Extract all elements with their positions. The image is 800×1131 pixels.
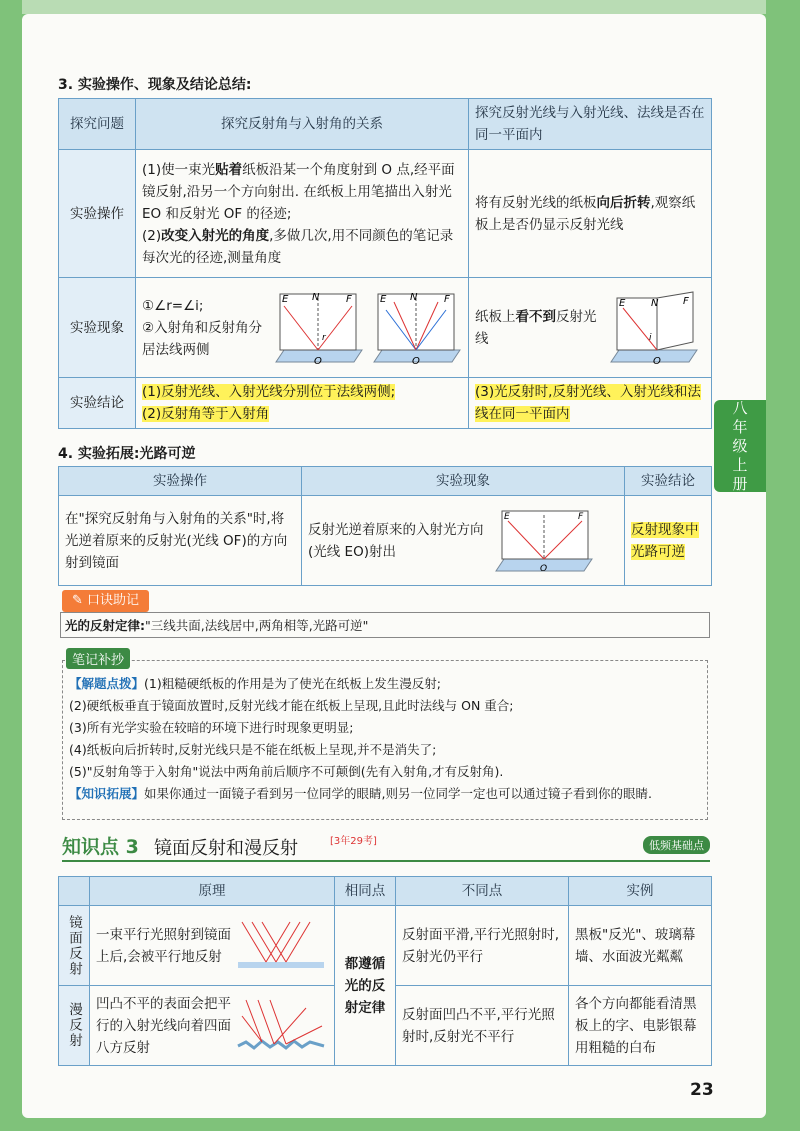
label-F: F [683, 295, 689, 307]
header-example: 实例 [569, 877, 712, 906]
header-operation: 实验操作 [59, 467, 302, 496]
note-line [69, 717, 701, 739]
example-diffuse: 各个方向都能看清黑板上的字、电影银幕用粗糙的白布 [569, 986, 712, 1066]
kp-meta: [3年29考] [330, 836, 377, 847]
ph-text: 反射光线 [475, 308, 597, 347]
ph-text: 纸板上 [475, 308, 516, 325]
ph-line: ①∠r=∠i; [142, 297, 204, 314]
experiment-table [58, 98, 712, 429]
header-plane: 探究反射光线与入射光线、法线是否在同一平面内 [469, 99, 712, 150]
header-phenomenon: 实验现象 [302, 467, 625, 496]
extension-phenomenon-cell [302, 496, 625, 586]
op-em: 向后折转 [596, 194, 651, 211]
op-text: 将有反射光线的纸板 [475, 194, 597, 211]
op-em: 贴着 [215, 161, 243, 178]
label-O: O [314, 355, 322, 367]
conclusion-line: (1)反射光线、入射光线分别位于法线两侧; [142, 384, 396, 400]
note-text: 如果你通过一面镜子看到另一位同学的眼睛,则另一位同学一定也可以通过镜子看到你的眼睛. [144, 786, 652, 801]
mnemonic-text: "三线共面,法线居中,两角相等,光路可逆" [145, 618, 369, 633]
note-text: (2)硬纸板垂直于镜面放置时,反射光线才能在纸板上呈现,且此时法线与 ON 重合; [69, 698, 514, 713]
op-text: (1)使一束光 [142, 161, 216, 178]
note-line [69, 783, 701, 805]
kp-title: 镜面反射和漫反射 [154, 838, 298, 859]
tab-char: 八 [732, 398, 748, 417]
tab-char: 年 [732, 417, 748, 436]
diff-diffuse: 反射面凹凸不平,平行光照射时,反射光不平行 [396, 986, 569, 1066]
note-line [69, 695, 701, 717]
ph-em: 看不到 [515, 308, 556, 325]
label-F: F [346, 293, 352, 305]
op-text: (2) [142, 227, 162, 244]
row-label-operation: 实验操作 [59, 150, 136, 278]
note-text: (1)粗糙硬纸板的作用是为了使光在纸板上发生漫反射; [144, 676, 441, 691]
kp-badge: 低频基础点 [643, 836, 710, 854]
label-E: E [380, 293, 387, 305]
page-number: 23 [690, 1080, 714, 1100]
operation-cell-1 [136, 150, 469, 278]
note-line [69, 673, 701, 695]
label-E: E [504, 511, 510, 522]
label-N: N [651, 297, 659, 309]
conclusion-cell-1 [136, 378, 469, 429]
label-E: E [282, 293, 289, 305]
conclusion-line: (2)反射角等于入射角 [142, 406, 270, 422]
header-angle-relation: 探究反射角与入射角的关系 [136, 99, 469, 150]
principle-specular-cell [90, 906, 335, 986]
specular-figure [236, 916, 326, 976]
extension-phenomenon: 反射光逆着原来的入射光方向(光线 EO)射出 [308, 521, 484, 560]
kp-number: 知识点 3 [62, 836, 139, 858]
tab-char: 上 [732, 455, 748, 474]
conclusion-cell-2 [469, 378, 712, 429]
same-point: 都遵循光的反射定律 [335, 906, 396, 1066]
top-strip [22, 0, 766, 14]
note-tag: 【知识拓展】 [69, 786, 145, 801]
row-label-phenomenon: 实验现象 [59, 278, 136, 378]
reversible-path-figure [488, 505, 600, 577]
type-specular: 镜面反射 [59, 906, 90, 986]
extension-conclusion: 反射现象中光路可逆 [631, 521, 699, 560]
diffuse-figure [236, 996, 326, 1056]
grade-side-tab [714, 400, 766, 492]
note-text: (3)所有光学实验在较暗的环境下进行时现象更明显; [69, 720, 354, 735]
label-i: i [649, 332, 652, 343]
principle-diffuse-cell [90, 986, 335, 1066]
mnemonic-box [60, 612, 710, 638]
principle-diffuse: 凹凸不平的表面会把平行的入射光线向着四面八方反射 [96, 995, 231, 1056]
tab-char: 册 [732, 474, 748, 493]
ph-line: ②入射角和反射角分居法线两侧 [142, 319, 263, 358]
type-diffuse: 漫反射 [59, 986, 90, 1066]
note-tag: 【解题点拨】 [69, 676, 145, 691]
note-text: (4)纸板向后折转时,反射光线只是不能在纸板上呈现,并不是消失了; [69, 742, 437, 757]
notes-box [62, 660, 708, 820]
mnemonic-label: 光的反射定律: [65, 618, 145, 633]
notes-title: 笔记补抄 [66, 648, 130, 669]
principle-specular: 一束平行光照射到镜面上后,会被平行地反射 [96, 926, 231, 965]
op-text: ,观察纸板上是否仍显示反射光线 [475, 194, 696, 233]
op-text: 纸板沿某一个角度射到 O 点,经平面镜反射,沿另一个方向射出. 在纸板上用笔描出入射光 EO 和反射光 OF 的径迹; [142, 161, 455, 222]
extension-conclusion-cell [625, 496, 712, 586]
header-question: 探究问题 [59, 99, 136, 150]
mnemonic-title [62, 590, 149, 612]
section4-title: 4. 实验拓展:光路可逆 [58, 446, 196, 462]
folded-board-figure [605, 288, 701, 368]
op-text: ,多做几次,用不同颜色的笔记录每次光的径迹,测量角度 [142, 227, 454, 266]
mnemonic-title-text: 口诀助记 [87, 593, 140, 608]
tab-char: 级 [732, 436, 748, 455]
note-text: (5)"反射角等于入射角"说法中两角前后顺序不可颠倒(先有入射角,才有反射角). [69, 764, 504, 779]
operation-cell-2 [469, 150, 712, 278]
reflection-types-table [58, 876, 712, 1066]
label-O: O [412, 355, 420, 367]
label-N: N [410, 291, 418, 303]
header-same: 相同点 [335, 877, 396, 906]
header-conclusion: 实验结论 [625, 467, 712, 496]
conclusion-line: (3)光反射时,反射光线、入射光线和法线在同一平面内 [475, 384, 701, 422]
extension-operation: 在"探究反射角与入射角的关系"时,将光逆着原来的反射光(光线 OF)的方向射到镜面 [59, 496, 302, 586]
header-blank [59, 877, 90, 906]
extension-table [58, 466, 712, 586]
label-O: O [653, 355, 661, 367]
note-line [69, 739, 701, 761]
label-r: r [322, 332, 326, 343]
diff-specular: 反射面平滑,平行光照射时,反射光仍平行 [396, 906, 569, 986]
label-E: E [619, 297, 626, 309]
label-F: F [444, 293, 450, 305]
reflection-figure-1 [266, 288, 364, 368]
label-N: N [312, 291, 320, 303]
phenomenon-cell-2 [469, 278, 712, 378]
header-principle: 原理 [90, 877, 335, 906]
pencil-icon: ✎ [72, 593, 83, 608]
note-line [69, 761, 701, 783]
header-diff: 不同点 [396, 877, 569, 906]
reflection-figure-2 [364, 288, 462, 368]
op-em: 改变入射光的角度 [161, 227, 270, 244]
section3-title: 3. 实验操作、现象及结论总结: [58, 77, 252, 93]
knowledge-point-header [62, 832, 710, 862]
row-label-conclusion: 实验结论 [59, 378, 136, 429]
example-specular: 黑板"反光"、玻璃幕墙、水面波光粼粼 [569, 906, 712, 986]
phenomenon-cell-1 [136, 278, 469, 378]
label-F: F [578, 511, 584, 522]
label-O: O [540, 563, 548, 574]
